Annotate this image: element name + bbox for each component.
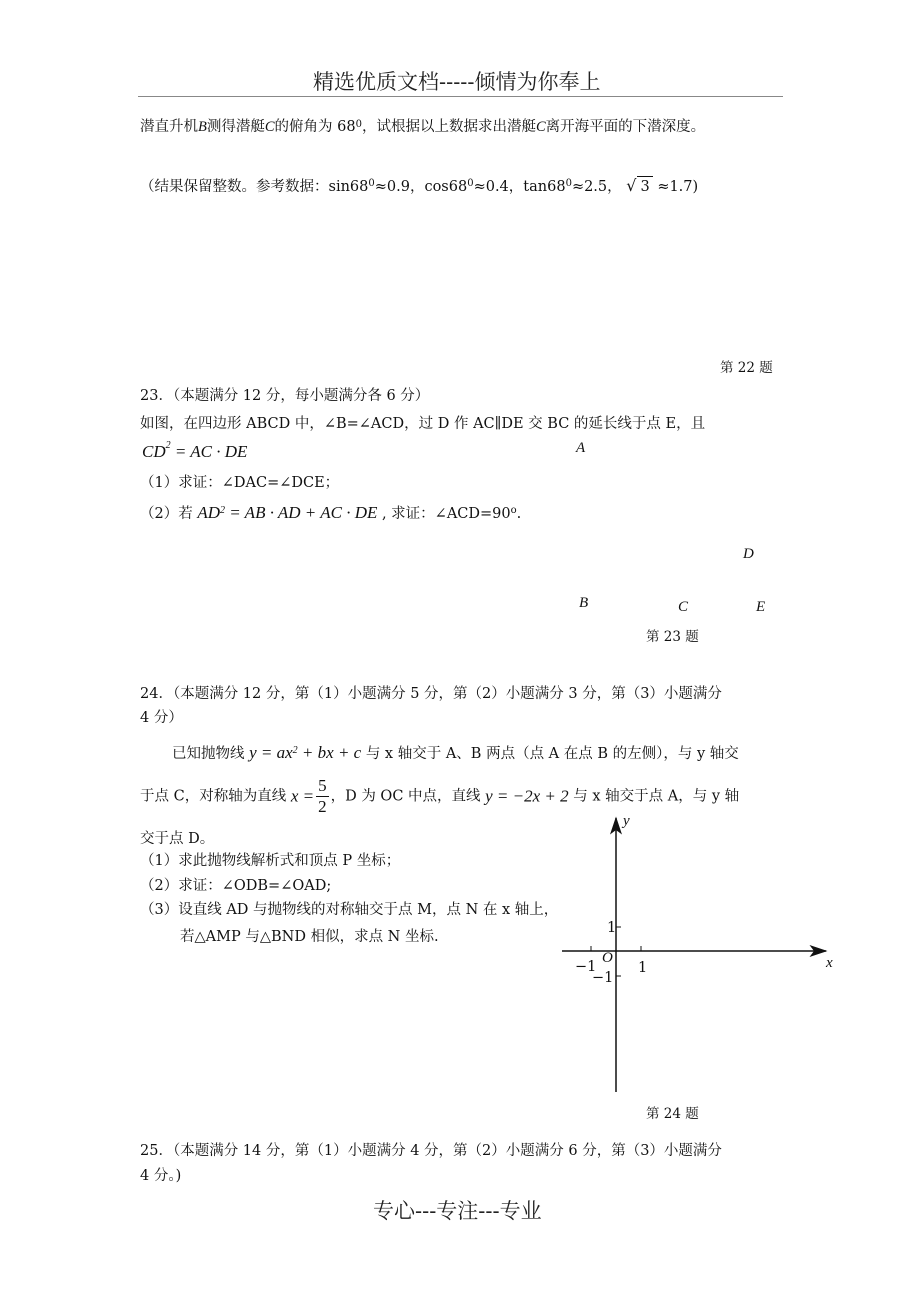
q23-caption: 第 23 题 [646, 629, 699, 645]
q24-paragraph-line1: 已知抛物线 $y = ax^2$ + bx + c 与 x 轴交于 A、B 两点（点 A 在点 B 的左侧），与 y 轴交 [172, 743, 739, 762]
tick-label-neg-one-y: −1 [592, 970, 614, 986]
q22-text-line1: 潜直升机B测得潜艇C的俯角为 $68^0$，试根据以上数据求出潜艇C离开海平面的下潜深度。 [140, 119, 706, 135]
q24-part3-line1: （3）设直线 AD 与抛物线的对称轴交于点 M，点 N 在 x 轴上， [140, 902, 559, 918]
axis-label-x: x [826, 955, 833, 971]
page-header: 精选优质文档-----倾情为你奉上 [313, 70, 601, 94]
q22-caption: 第 22 题 [720, 360, 773, 376]
q23-part2: （2）若 $AD^2$ = AB · AD + AC · DE , 求证：$\angle ACD=90^o$. [140, 503, 522, 522]
q25-title-line2: 4 分。) [140, 1168, 182, 1184]
tick-label-neg-one-x: −1 [575, 959, 597, 975]
q24-paragraph-line3: 交于点 D。 [140, 831, 215, 847]
header-rule [138, 96, 783, 97]
axis-label-y: y [623, 813, 630, 829]
q24-part3-line2: 若△AMP 与△BND 相似，求点 N 坐标. [180, 929, 439, 945]
tick-label-one-x: 1 [638, 960, 648, 976]
q23-label-C: C [678, 599, 689, 615]
q23-label-D: D [743, 546, 754, 562]
q25-title-line1: 25．（本题满分 14 分，第（1）小题满分 4 分，第（2）小题满分 6 分，第（3）小题满分 [140, 1143, 722, 1159]
q23-part1: （1）求证：∠DAC=∠DCE； [140, 475, 340, 491]
q24-title-line2: 4 分） [140, 710, 183, 726]
q24-title-line1: 24．（本题满分 12 分，第（1）小题满分 5 分，第（2）小题满分 3 分，第（3）小题满分 [140, 686, 722, 702]
q22-reference-data: （结果保留整数。参考数据：$\sin 68^0\approx 0.9$，$\cos 68^0\approx 0.4$，$\tan 68^0\approx 2.5$， √ 3 ≈1.7) [140, 176, 699, 195]
q23-statement: 如图，在四边形 ABCD 中，∠B=∠ACD，过 D 作 AC∥DE 交 BC 的延长线于点 E，且 [140, 416, 706, 432]
q24-part2: （2）求证：∠ODB=∠OAD; [140, 878, 332, 894]
q23-title: 23．（本题满分 12 分，每小题满分各 6 分） [140, 388, 430, 404]
fraction-five-halves: $\frac{5}{2}$ [318, 776, 327, 816]
q24-paragraph-line2: 于点 C，对称轴为直线 x = $\frac{5}{2}$ ，D 为 OC 中点，直线 y = −2x + 2 与 x 轴交于点 A，与 y 轴 [140, 776, 740, 816]
q23-label-E: E [756, 599, 766, 615]
q24-part1: （1）求此抛物线解析式和顶点 P 坐标； [140, 853, 401, 869]
origin-label: O [602, 950, 613, 966]
page-footer: 专心---专注---专业 [373, 1199, 542, 1223]
q23-label-A: A [576, 440, 586, 456]
q23-label-B: B [579, 595, 589, 611]
tick-label-one-y: 1 [607, 920, 617, 936]
q24-caption: 第 24 题 [646, 1106, 699, 1122]
q23-equation: $CD^2$ = AC · DE [142, 440, 248, 461]
